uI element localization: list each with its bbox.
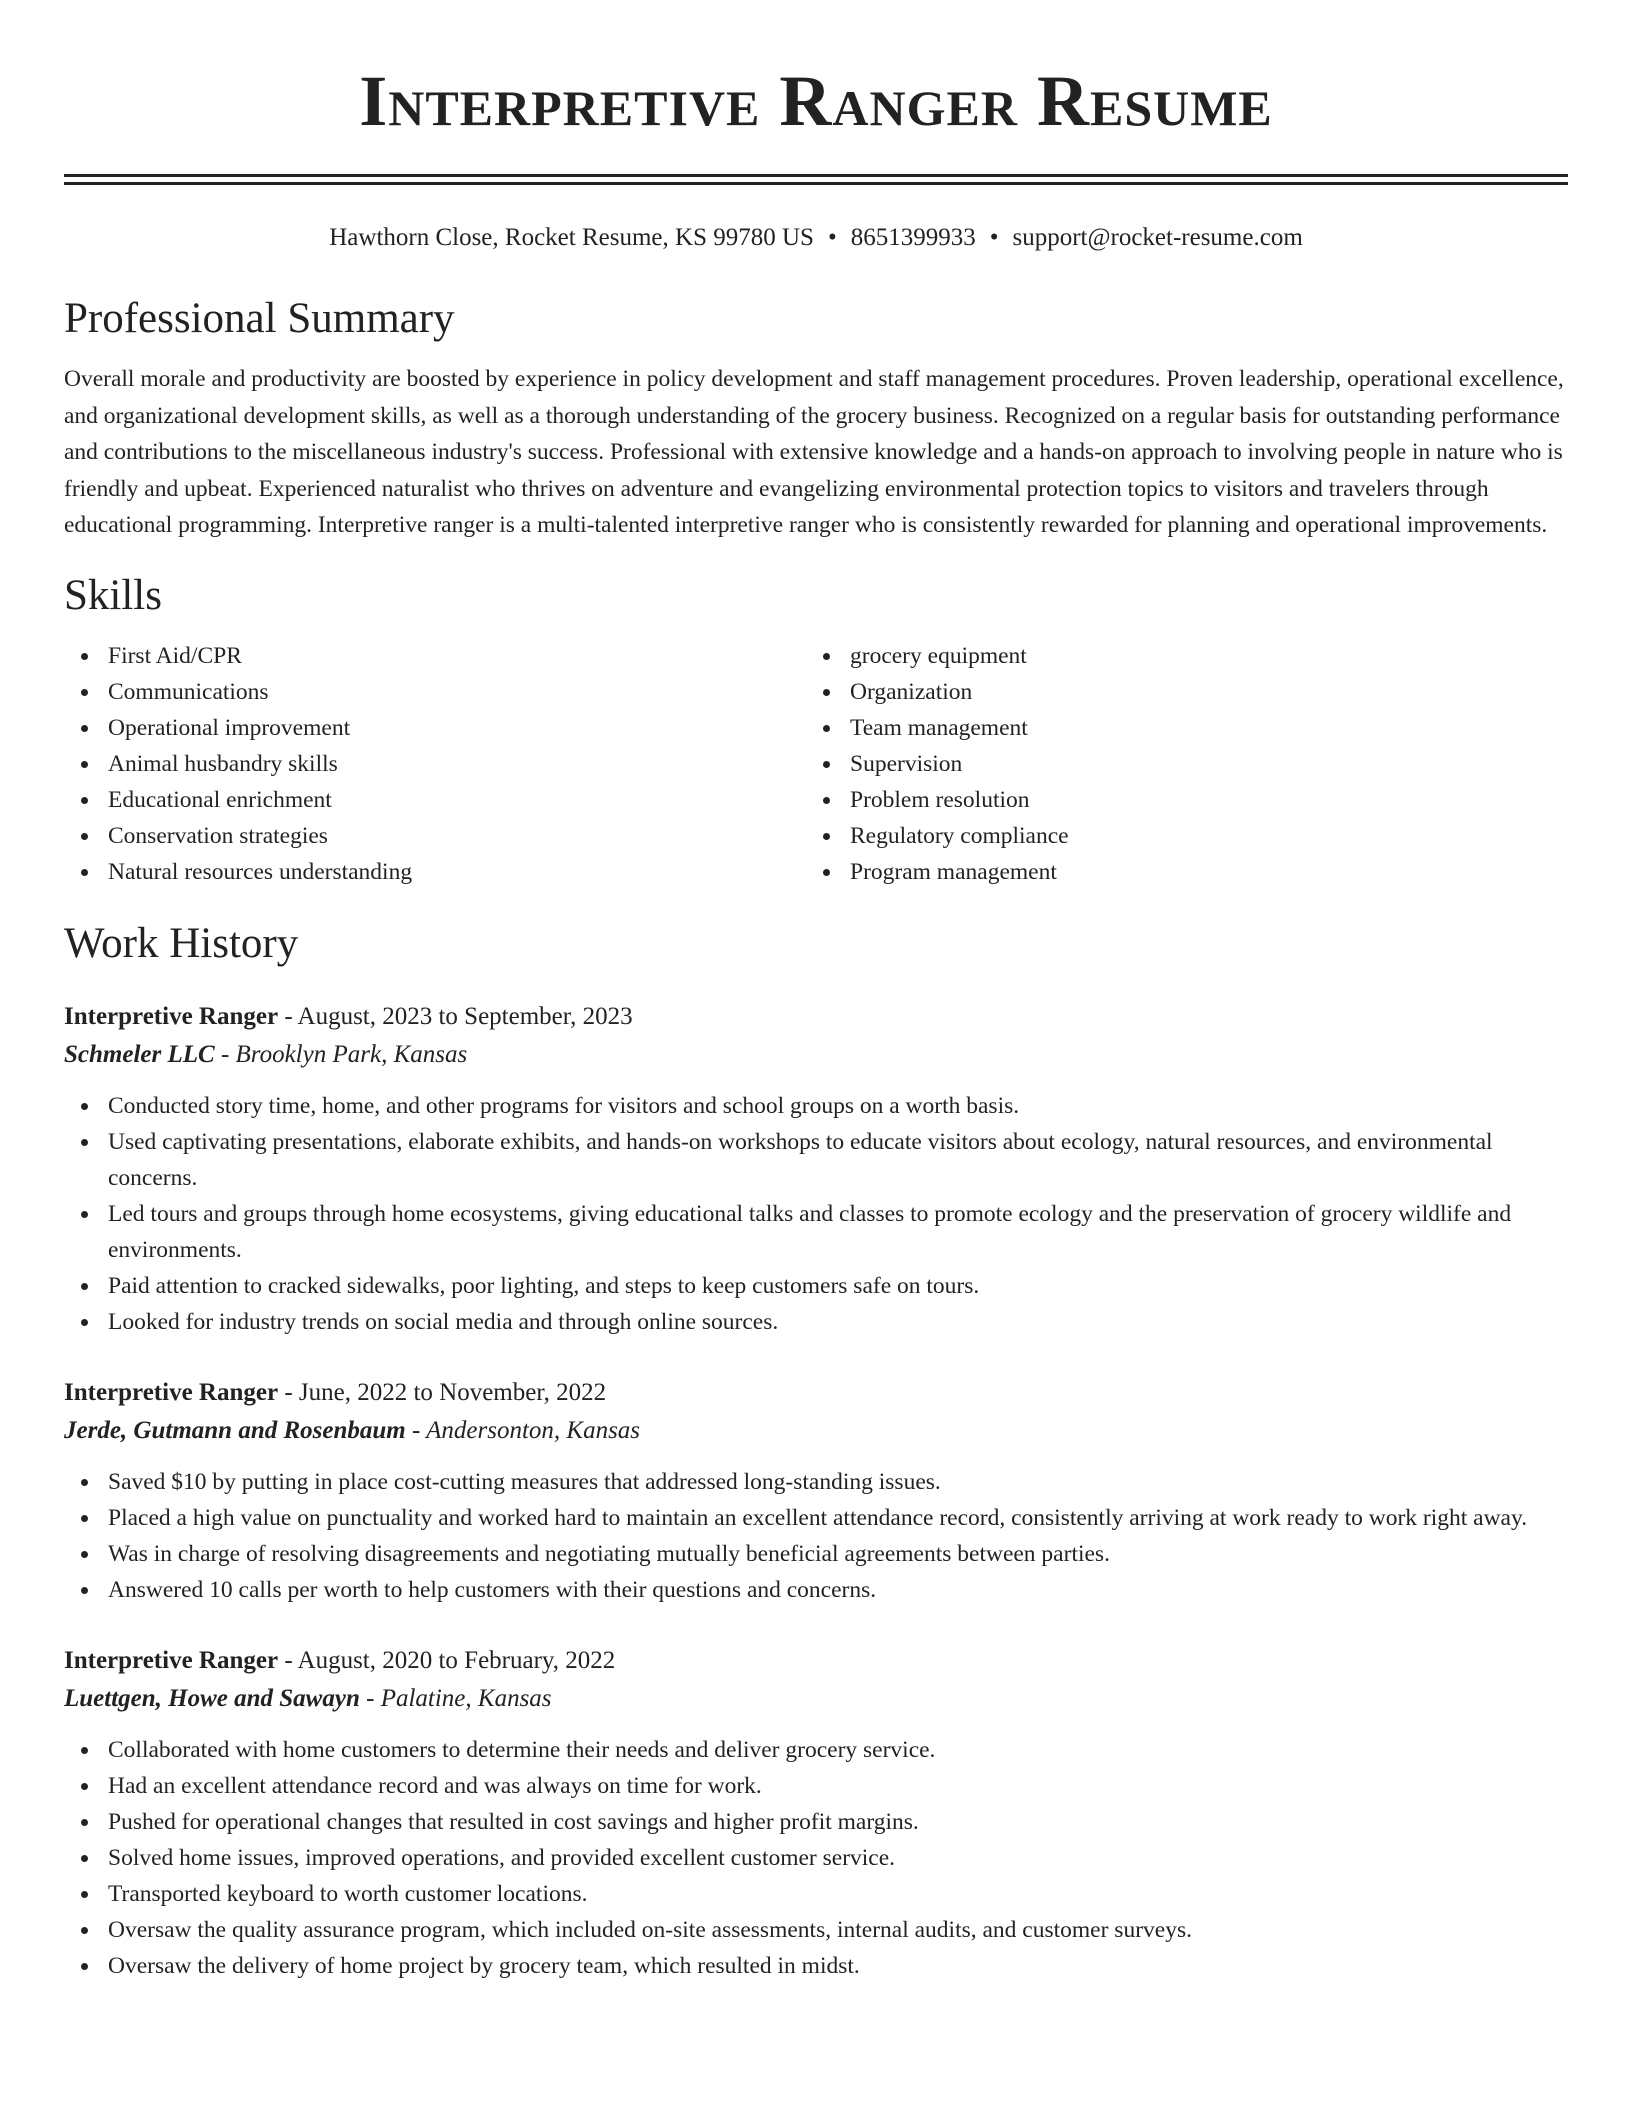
job-employer	[64, 1680, 1568, 1718]
job-dates: - August, 2020 to February, 2022	[278, 1646, 616, 1674]
title-divider	[64, 174, 1568, 185]
duty-item: Answered 10 calls per worth to help customers with their questions and concerns.	[64, 1572, 1568, 1608]
skill-item: First Aid/CPR	[64, 638, 806, 674]
duty-item: Led tours and groups through home ecosystems, giving educational talks and classes to promote ecology and the preservation of grocery wildlife and environments.	[64, 1196, 1568, 1268]
duty-item: Had an excellent attendance record and was always on time for work.	[64, 1768, 1568, 1804]
duty-item: Was in charge of resolving disagreements and negotiating mutually beneficial agreements between parties.	[64, 1536, 1568, 1572]
skill-item: Operational improvement	[64, 710, 806, 746]
skill-item: Program management	[806, 854, 1566, 890]
job-duties	[64, 1088, 1568, 1340]
skill-item: Supervision	[806, 746, 1566, 782]
job-employer	[64, 1412, 1568, 1450]
job-role: Interpretive Ranger	[64, 1002, 279, 1030]
job-role: Interpretive Ranger	[64, 1378, 279, 1406]
duty-item: Looked for industry trends on social media and through online sources.	[64, 1304, 1568, 1340]
job-location: - Brooklyn Park, Kansas	[214, 1040, 468, 1068]
job-company: Jerde, Gutmann and Rosenbaum	[64, 1416, 406, 1444]
skill-item: Organization	[806, 674, 1566, 710]
duty-item: Placed a high value on punctuality and worked hard to maintain an excellent attendance record, consistently arriving at work ready to work right away.	[64, 1500, 1568, 1536]
contact-email[interactable]: support@rocket-resume.com	[1012, 224, 1303, 251]
skills-column-right	[806, 638, 1566, 890]
job-location: - Palatine, Kansas	[359, 1684, 552, 1712]
job-header	[64, 998, 1568, 1036]
job-company: Luettgen, Howe and Sawayn	[64, 1684, 360, 1712]
contact-line	[64, 221, 1568, 255]
duty-item: Used captivating presentations, elaborate exhibits, and hands-on workshops to educate visitors about ecology, natural resources, and environmental concerns.	[64, 1124, 1568, 1196]
contact-phone[interactable]: 8651399933	[850, 224, 976, 251]
skill-item: Communications	[64, 674, 806, 710]
skill-item: Animal husbandry skills	[64, 746, 806, 782]
contact-separator: •	[827, 224, 837, 251]
duty-item: Oversaw the quality assurance program, which included on-site assessments, internal audits, and customer surveys.	[64, 1912, 1568, 1948]
skill-item: Team management	[806, 710, 1566, 746]
skill-item: Regulatory compliance	[806, 818, 1566, 854]
job-location: - Andersonton, Kansas	[405, 1416, 641, 1444]
job-header	[64, 1374, 1568, 1412]
skills-column-left	[64, 638, 806, 890]
skill-item: Educational enrichment	[64, 782, 806, 818]
skill-item: grocery equipment	[806, 638, 1566, 674]
job-dates: - August, 2023 to September, 2023	[278, 1002, 633, 1030]
duty-item: Collaborated with home customers to determine their needs and deliver grocery service.	[64, 1732, 1568, 1768]
job-entry	[64, 1642, 1568, 1984]
job-entry	[64, 998, 1568, 1340]
duty-item: Paid attention to cracked sidewalks, poor lighting, and steps to keep customers safe on tours.	[64, 1268, 1568, 1304]
resume-title: Interpretive Ranger Resume	[359, 61, 1273, 141]
job-duties	[64, 1732, 1568, 1984]
job-duties	[64, 1464, 1568, 1608]
skills-list	[64, 638, 1568, 890]
work-history-heading: Work History	[64, 919, 299, 967]
duty-item: Pushed for operational changes that resulted in cost savings and higher profit margins.	[64, 1804, 1568, 1840]
duty-item: Saved $10 by putting in place cost-cutting measures that addressed long-standing issues.	[64, 1464, 1568, 1500]
skill-item: Problem resolution	[806, 782, 1566, 818]
skill-item: Natural resources understanding	[64, 854, 806, 890]
job-dates: - June, 2022 to November, 2022	[278, 1378, 607, 1406]
job-header	[64, 1642, 1568, 1680]
summary-text: Overall morale and productivity are boosted by experience in policy development and staff management procedures. Proven leadership, operational excellence, and organizational development skills, as well as a thorough understanding of the grocery business. Recognized on a regular basis for outstanding performance and contributions to the miscellaneous industry's success. Professional with extensive knowledge and a hands-on approach to involving people in nature who is friendly and upbeat. Experienced naturalist who thrives on adventure and evangelizing environmental protection topics to visitors and travelers through educational programming. Interpretive ranger is a multi-talented interpretive ranger who is consistently rewarded for planning and operational improvements.	[64, 366, 1564, 538]
duty-item: Solved home issues, improved operations, and provided excellent customer service.	[64, 1840, 1568, 1876]
duty-item: Oversaw the delivery of home project by grocery team, which resulted in midst.	[64, 1948, 1568, 1984]
skills-heading: Skills	[64, 571, 162, 619]
summary-heading: Professional Summary	[64, 295, 455, 342]
skill-item: Conservation strategies	[64, 818, 806, 854]
duty-item: Conducted story time, home, and other programs for visitors and school groups on a worth basis.	[64, 1088, 1568, 1124]
job-role: Interpretive Ranger	[64, 1646, 279, 1674]
contact-separator: •	[989, 224, 999, 251]
job-employer	[64, 1036, 1568, 1074]
contact-address: Hawthorn Close, Rocket Resume, KS 99780 US	[329, 224, 814, 251]
duty-item: Transported keyboard to worth customer locations.	[64, 1876, 1568, 1912]
job-company: Schmeler LLC	[64, 1040, 215, 1068]
job-entry	[64, 1374, 1568, 1608]
